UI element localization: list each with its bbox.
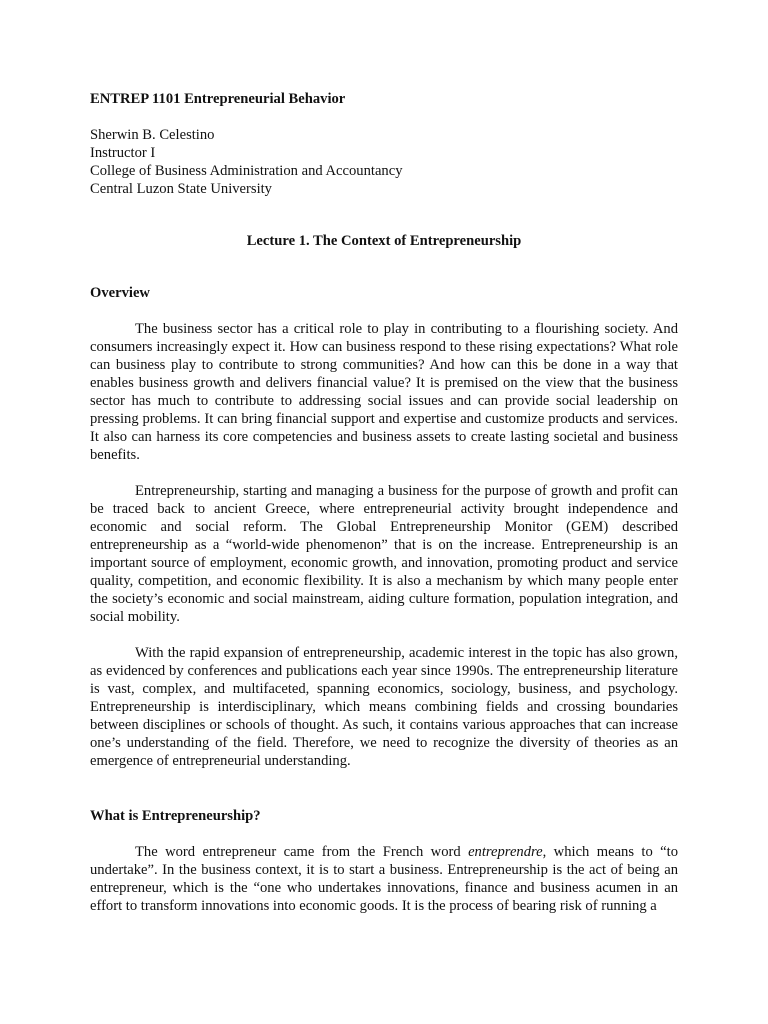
french-term: entreprendre [468,844,543,860]
what-is-text-start: The word entrepreneur came from the French word [135,844,469,860]
overview-paragraph-1: The business sector has a critical role to play in contributing to a flourishing society. And consumers increasingly expect it. How can business respond to these rising expectations? What role can business play to contribute to strong communities? And how can this be done in a way that enables business growth and delivers financial value? It is premised on the view that the business sector has much to contribute to addressing social issues and can provide social leadership on pressing problems. It can bring financial support and expertise and customize products and services. It also can harness its core competencies and business assets to create lasting societal and business benefits. [90,321,678,463]
section-heading-overview: Overview [90,285,150,301]
author-university: Central Luzon State University [90,181,272,197]
lecture-title: Lecture 1. The Context of Entrepreneurship [246,233,522,249]
author-position: Instructor I [90,145,156,161]
course-title: ENTREP 1101 Entrepreneurial Behavior [90,91,346,107]
overview-paragraph-3: With the rapid expansion of entrepreneurship, academic interest in the topic has also grown, as evidenced by conferences and publications each year since 1990s. The entrepreneurship literature is vast, complex, and multifaceted, spanning economics, sociology, business, and psychology. Entrepreneurship is interdisciplinary, which means combining fields and crossing boundaries between disciplines or schools of thought. As such, it contains various approaches that can increase one’s understanding of the field. Therefore, we need to recognize the diversity of theories as an emergence of entrepreneurial understanding. [90,645,678,769]
what-is-paragraph-1 [90,843,678,915]
section-heading-what-is-entrepreneurship: What is Entrepreneurship? [90,808,261,824]
author-name: Sherwin B. Celestino [90,127,215,143]
author-block [90,126,678,198]
author-college: College of Business Administration and Accountancy [90,163,403,179]
document-page [90,90,678,915]
overview-paragraph-2: Entrepreneurship, starting and managing a business for the purpose of growth and profit can be traced back to ancient Greece, where entrepreneurial activity brought independence and economic and social reform. The Global Entrepreneurship Monitor (GEM) described entrepreneurship as a “world-wide phenomenon” that is on the increase. Entrepreneurship is an important source of employment, economic growth, and innovation, promoting product and service quality, competition, and economic flexibility. It is also a mechanism by which many people enter the society’s economic and social mainstream, aiding culture formation, population integration, and social mobility. [90,483,678,625]
what-is-text-end: , which means to “to undertake”. In the business context, it is to start a business. Entrepreneurship is the act of being an entrepreneur, which is the “one who undertakes innovations, finance and business acumen in an effort to transform innovations into economic goods. It is the process of bearing risk of running a [90,844,678,914]
